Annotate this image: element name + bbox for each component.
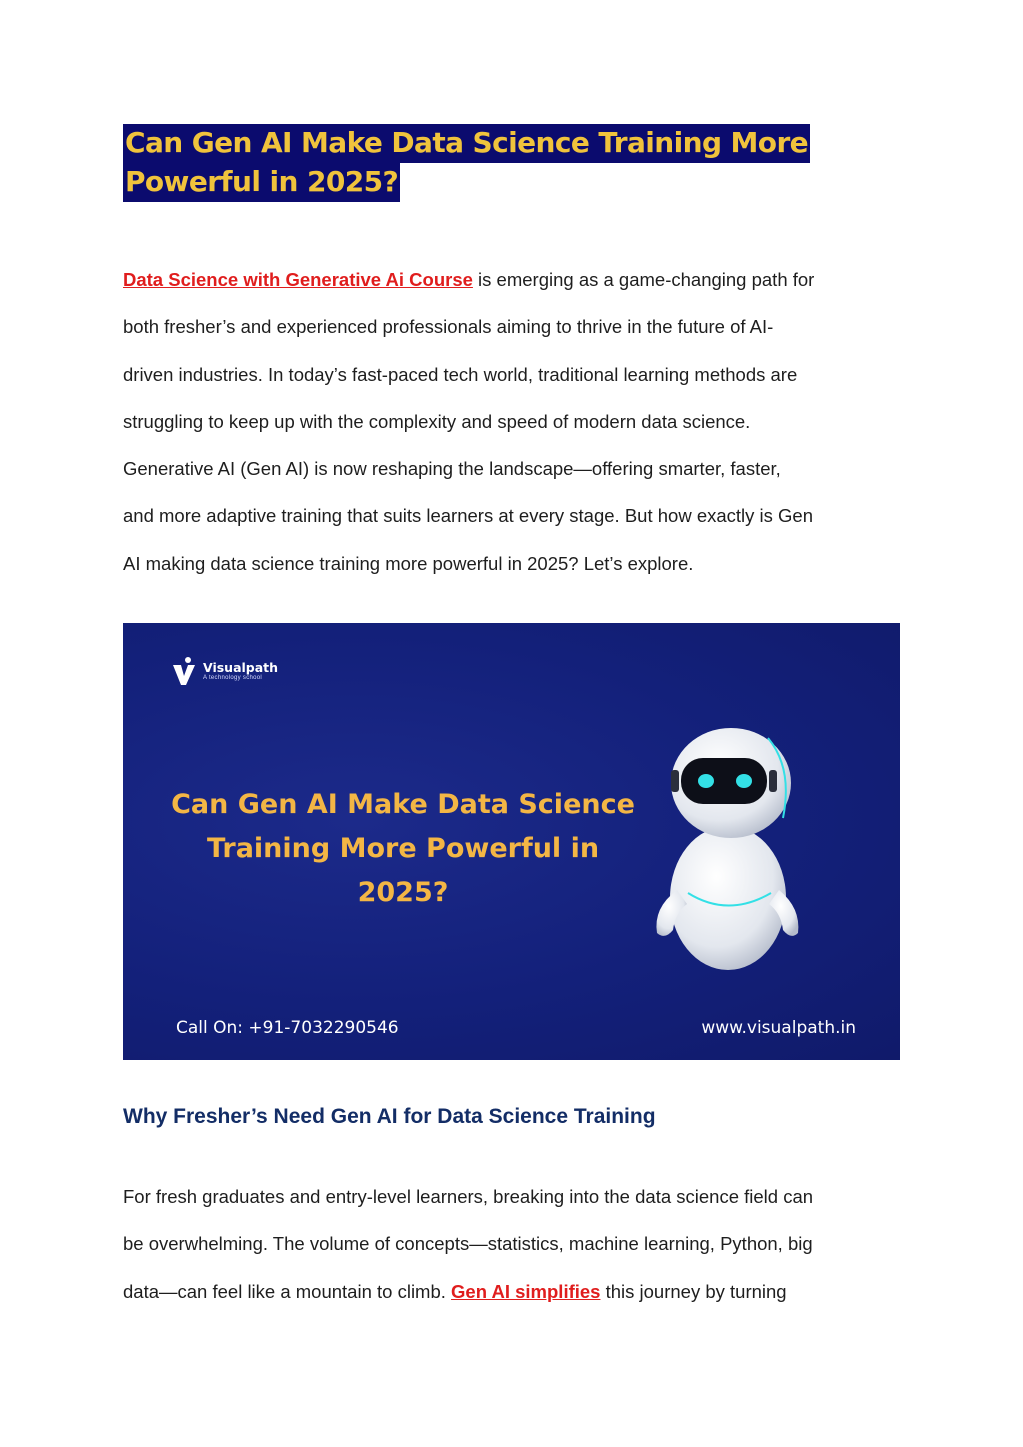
intro-line-5: Generative AI (Gen AI) is now reshaping the landscape—offering smarter, faster, (123, 458, 781, 480)
section-line-1: For fresh graduates and entry-level learners, breaking into the data science field can (123, 1186, 814, 1207)
banner-phone: Call On: +91-7032290546 (176, 1018, 399, 1038)
intro-line-1-text: is emerging as a game-changing path for (472, 269, 815, 290)
intro-line-2: both fresher’s and experienced professionals aiming to thrive in the future of AI- (123, 316, 774, 338)
section-line-3-end: this journey by turning (600, 1280, 787, 1302)
banner-heading-line-1: Can Gen AI Make Data Science (171, 789, 635, 820)
banner-website: www.visualpath.in (701, 1018, 856, 1038)
intro-line-1 (123, 256, 913, 303)
intro-line-3: driven industries. In today’s fast-paced tech world, traditional learning methods are (123, 363, 798, 385)
section-paragraph (123, 1173, 913, 1315)
visualpath-logo (171, 656, 278, 686)
robot-illustration (643, 708, 813, 988)
intro-line-7: AI making data science training more powerful in 2025? Let’s explore. (123, 552, 694, 574)
logo-tagline: A technology school (203, 675, 263, 681)
promo-banner-image (123, 623, 900, 1060)
section-line-3 (123, 1268, 913, 1315)
intro-line-4: struggling to keep up with the complexity and speed of modern data science. (123, 410, 751, 432)
banner-heading-line-3: 2025? (357, 877, 449, 908)
page-title (123, 124, 810, 202)
visualpath-logo-icon (171, 656, 197, 686)
section-line-3-start: data—can feel like a mountain to climb. (123, 1280, 452, 1302)
course-link[interactable]: Data Science with Generative Ai Course (123, 269, 473, 290)
logo-name: Visualpath (203, 660, 279, 675)
section-heading: Why Fresher’s Need Gen AI for Data Science Training (123, 1105, 656, 1128)
title-line-2: Powerful in 2025? (123, 163, 400, 202)
title-line-1: Can Gen AI Make Data Science Training More (123, 124, 810, 163)
intro-paragraph (123, 256, 913, 587)
banner-heading-line-2: Training More Powerful in (206, 833, 600, 864)
intro-line-6: and more adaptive training that suits learners at every stage. But how exactly is Gen (123, 505, 814, 527)
section-line-2: be overwhelming. The volume of concepts—statistics, machine learning, Python, big (123, 1233, 813, 1255)
banner-heading (123, 783, 683, 915)
gen-ai-simplifies-link[interactable]: Gen AI simplifies (451, 1280, 601, 1302)
